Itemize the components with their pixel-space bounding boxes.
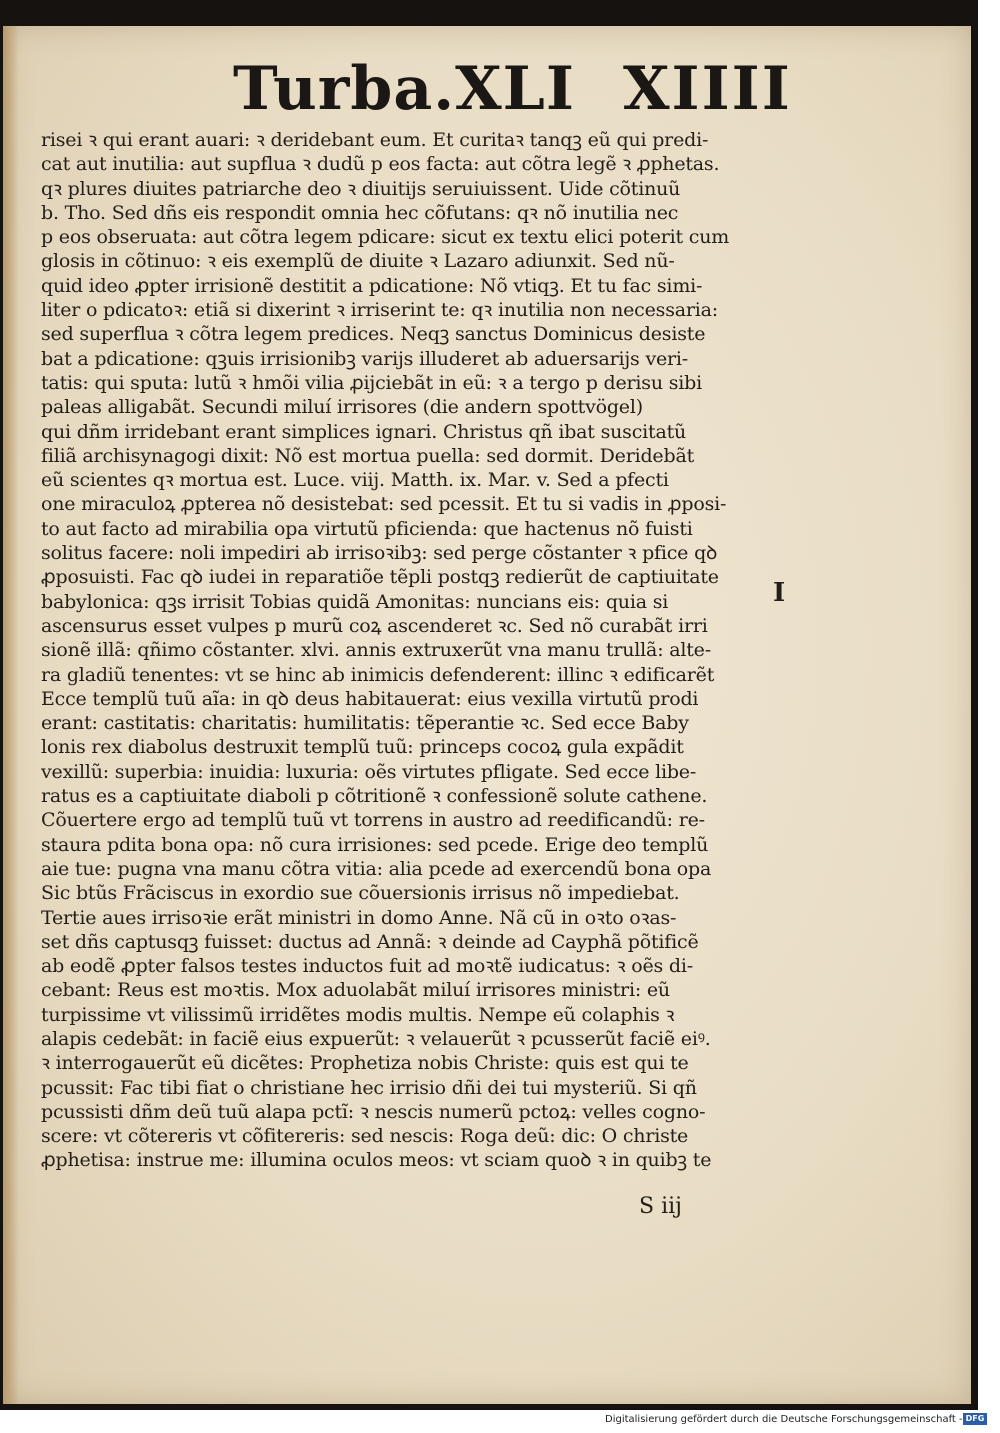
text-line: qui dñm irridebant erant simplices ignari. Christus qñ ibat suscitatũ (41, 420, 687, 443)
text-line: to aut facto ad mirabilia opa virtutũ pficienda: que hactenus nõ fuisti (41, 517, 693, 540)
text-line: lonis rex diabolus destruxit templũ tuũ: princeps cocoꝝ gula expãdit (41, 736, 684, 759)
text-line: babylonica: qꝫs irrisit Tobias quidã Amonitas: nuncians eis: quia si (41, 590, 669, 613)
text-line: alapis cedebãt: in faciẽ eius expuerũt: ꝛ velauerũt ꝛ pcusserũt faciẽ eiꝰ. (41, 1027, 711, 1050)
text-line: cebant: Reus est moꝛtis. Mox aduolabãt miluí irrisores ministri: eũ (41, 979, 670, 1002)
text-line: pcussit: Fac tibi fiat o christiane hec irrisio dñi dei tui mysteriũ. Si qñ (41, 1076, 697, 1099)
margin-note: I (773, 578, 786, 608)
text-line: risei ꝛ qui erant auari: ꝛ deridebant eum. Et curitaꝛ tanqꝫ eũ qui predi‐ (41, 129, 709, 151)
text-line: eũ scientes qꝛ mortua est. Luce. viij. Matth. ix. Mar. v. Sed a pfecti (41, 469, 669, 492)
text-line: bat a pdicatione: qꝫuis irrisionibꝫ varijs illuderet ab aduersarijs veri‐ (41, 347, 688, 370)
text-line: set dñs captusqꝫ fuisset: ductus ad Annã: ꝛ deinde ad Cayphã põtificẽ (41, 930, 699, 953)
text-line: ꝛ interrogauerũt eũ dicẽtes: Prophetiza nobis Christe: quis est qui te (41, 1052, 689, 1075)
text-line: one miraculoꝝ ꝓpterea nõ desistebat: sed pcessit. Et tu si vadis in ꝓposi‐ (41, 493, 727, 516)
text-line: pcussisti dñm deũ tuũ alapa pctĩ: ꝛ nescis numerũ pctoꝝ: velles cogno‐ (41, 1100, 706, 1123)
text-line: scere: vt cõtereris vt cõfitereris: sed nescis: Roga deũ: dic: O christe (41, 1125, 689, 1148)
text-line: filiã archisynagogi dixit: Nõ est mortua puella: sed dormit. Deridebãt (41, 444, 695, 467)
signature-mark: S iij (639, 1194, 682, 1219)
text-line: ꝓphetisa: instrue me: illumina oculos meos: vt sciam quoꝺ ꝛ in quibꝫ te (41, 1149, 712, 1172)
text-line: b. Tho. Sed dñs eis respondit omnia hec cõfutans: qꝛ nõ inutilia nec (41, 201, 679, 224)
text-line: ab eodẽ ꝓpter falsos testes inductos fuit ad moꝛtẽ iudicatus: ꝛ oẽs di‐ (41, 955, 693, 978)
text-line: vexillũ: superbia: inuidia: luxuria: oẽs virtutes pfligate. Sed ecce libe‐ (41, 760, 697, 783)
text-line: glosis in cõtinuo: ꝛ eis exemplũ de diuite ꝛ Lazaro adiunxit. Sed nũ‐ (41, 250, 675, 273)
text-line: ascensurus esset vulpes p murũ coꝝ ascenderet ꝛc. Sed nõ curabãt irri (41, 614, 708, 637)
text-line: tatis: qui sputa: lutũ ꝛ hmõi vilia ꝓijciebãt in eũ: ꝛ a tergo p derisu sibi (41, 371, 702, 394)
text-line: Tertie aues irrisoꝛie erãt ministri in domo Anne. Nã cũ in oꝛto oꝛas‐ (41, 906, 677, 929)
page-gutter (3, 26, 19, 1404)
text-line: erant: castitatis: charitatis: humilitatis: tẽperantie ꝛc. Sed ecce Baby (41, 712, 689, 735)
text-line: staura pdita bona opa: nõ cura irrisiones: sed pcede. Erige deo templũ (41, 833, 709, 856)
text-line: aie tue: pugna vna manu cõtra vitia: alia pcede ad exercendũ bona opa (41, 857, 712, 880)
text-line: cat aut inutilia: aut supflua ꝛ dudũ p eos facta: aut cõtra legẽ ꝛ ꝓphetas. (41, 153, 720, 176)
text-line: turpissime vt vilissimũ irridẽtes modis multis. Nempe eũ colaphis ꝛ (41, 1003, 675, 1026)
text-line: liter o pdicatoꝛ: etiã si dixerint ꝛ irriserint te: qꝛ inutilia non necessaria: (41, 299, 718, 322)
text-line: solitus facere: noli impediri ab irrisoꝛibꝫ: sed perge cõstanter ꝛ pfice qꝺ (41, 542, 718, 565)
text-line: quid ideo ꝓpter irrisionẽ destitit a pdicatione: Nõ vtiqꝫ. Et tu fac simi‐ (41, 274, 703, 297)
text-line: ratus es a captiuitate diaboli p cõtritionẽ ꝛ confessionẽ solute cathene. (41, 785, 708, 808)
dfg-logo: DFG (963, 1413, 987, 1425)
text-line: p eos obseruata: aut cõtra legem pdicare: sicut ex textu elici poterit cum (41, 226, 730, 249)
text-line: sed superflua ꝛ cõtra legem predices. Neqꝫ sanctus Dominicus desiste (41, 323, 706, 346)
book-page (3, 26, 971, 1404)
text-line: paleas alligabãt. Secundi miluí irrisores (die andern spottvögel) (41, 396, 643, 419)
text-line: ꝓposuisti. Fac qꝺ iudei in reparatiõe tẽpli postqꝫ redierũt de captiuitate (41, 566, 719, 589)
text-line: sionẽ illã: qñimo cõstanter. xlvi. annis extruxerũt vna manu trullã: alte‐ (41, 639, 711, 662)
text-line: qꝛ plures diuites patriarche deo ꝛ diuitijs seruiuissent. Uide cõtinuũ (41, 177, 681, 200)
text-line: Cõuertere ergo ad templũ tuũ vt torrens in austro ad reedificandũ: re‐ (41, 809, 705, 832)
credit-line: Digitalisierung gefördert durch die Deutsche Forschungsgemeinschaft - (605, 1414, 963, 1425)
text-line: ra gladiũ tenentes: vt se hinc ab inimicis defenderent: illinc ꝛ edificarẽt (41, 663, 715, 686)
text-block (41, 128, 801, 1173)
running-head: Turba.XLI (233, 54, 575, 124)
folio-number: XIIII (623, 54, 792, 124)
text-line: Sic btũs Frãciscus in exordio sue cõuersionis irrisus nõ impediebat. (41, 882, 680, 905)
text-line: Ecce templũ tuũ aĩa: in qꝺ deus habitauerat: eius vexilla virtutũ prodi (41, 687, 699, 710)
